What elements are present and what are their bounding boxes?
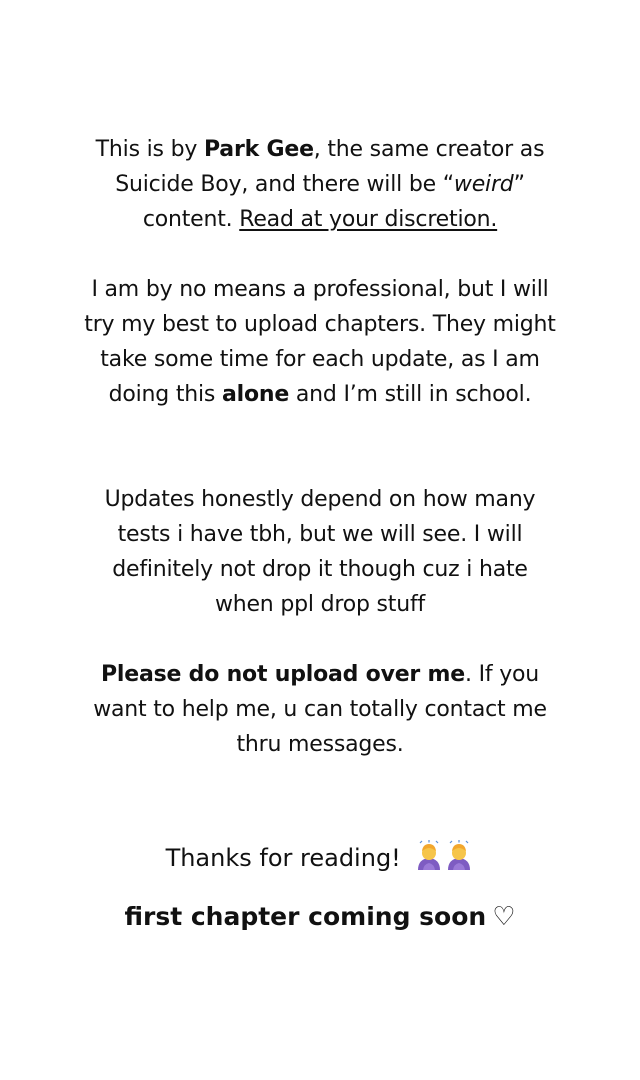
closing-line [60,896,580,938]
updates-paragraph [80,482,560,622]
discretion-warning: Read at your discretion. [239,207,498,232]
updates-text: Updates honestly depend on how many tests i have tbh, but we will see. I will definitely not drop it though cuz i hate when ppl drop stuff [104,487,536,617]
author-name: Park Gee [203,137,314,162]
closing-text: first chapter coming soon [124,902,487,931]
bowing-emoji-group [414,840,474,884]
intro-paragraph [80,132,560,237]
upload-notice-paragraph [80,657,560,762]
no-upload-warning: Please do not upload over me [100,662,465,687]
contact-text: . If you want to help me, u can totally contact me thru messages. [93,662,547,757]
intro-text-1: This is by [95,137,204,162]
schedule-paragraph [80,272,560,412]
person-bowing-icon [414,840,474,872]
intro-text-3: ” content. [142,172,525,232]
thanks-line [80,838,560,884]
thanks-text: Thanks for reading! [165,844,401,872]
intro-text-2: , the same creator as Suicide Boy, and there will be “ [115,137,545,197]
heart-icon: ♡ [492,902,516,932]
weird-word: weird [453,172,514,197]
schedule-text-2: and I’m still in school. [289,382,532,407]
schedule-text-1: I am by no means a professional, but I will try my best to upload chapters. They might take some time for each update, as I am doing this [84,277,556,407]
alone-word: alone [222,382,290,407]
